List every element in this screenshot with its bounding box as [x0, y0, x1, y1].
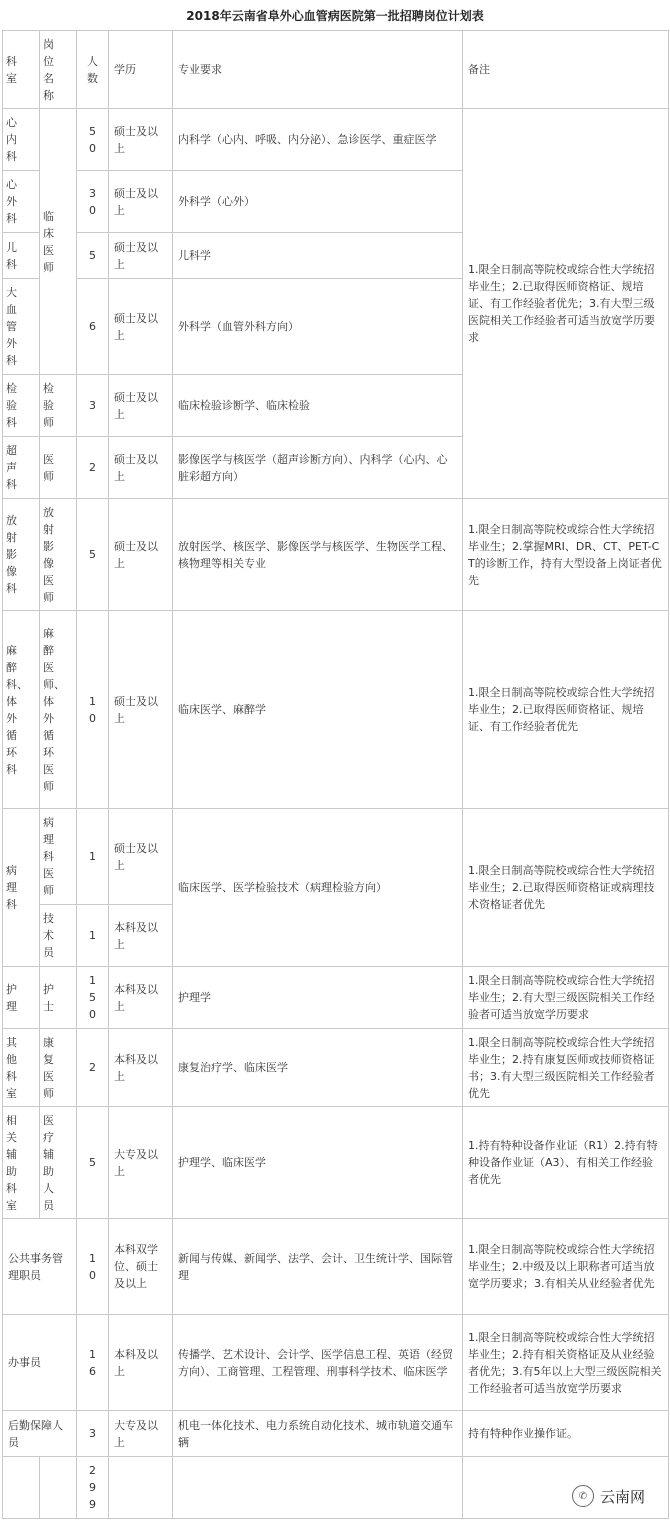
count-cell: 3 [89, 399, 96, 412]
count-cell: 5 [89, 548, 96, 561]
dept-cell: 儿科 [6, 240, 17, 271]
table-title: 2018年云南省阜外心血管病医院第一批招聘岗位计划表 [186, 8, 484, 23]
major-cell: 机电一体化技术、电力系统自动化技术、城市轨道交通车辆 [173, 1411, 463, 1457]
education-cell: 本科及以上 [109, 905, 173, 967]
total-row [3, 1457, 669, 1519]
header-remark: 备注 [463, 31, 669, 109]
education-cell: 硕士及以上 [109, 437, 173, 499]
header-position: 岗位名称 [40, 31, 77, 109]
major-cell: 影像医学与核医学（超声诊断方向）、内科学（心内、心脏彩超方向） [173, 437, 463, 499]
position-cell: 康复医师 [43, 1035, 54, 1100]
wechat-icon: ✆ [572, 1485, 594, 1507]
remark-cell: 1.限全日制高等院校或综合性大学统招毕业生；2.有大型三级医院相关工作经验者可适当放宽学历要求 [463, 967, 669, 1029]
header-row [3, 31, 669, 109]
major-cell: 外科学（心外） [173, 171, 463, 233]
watermark [572, 1482, 645, 1510]
recruitment-table [2, 30, 669, 1519]
count-cell: 1 [89, 850, 96, 863]
dept-cell: 相关辅助科室 [6, 1113, 17, 1212]
dept-cell: 其他科室 [6, 1035, 17, 1100]
remark-cell: 持有特种作业操作证。 [463, 1411, 669, 1457]
position-cell: 医疗辅助人员 [43, 1113, 54, 1212]
remark-cell: 1.限全日制高等院校或综合性大学统招毕业生；2.中级及以上职称者可适当放宽学历要求；3.有相关从业经验者优先 [463, 1219, 669, 1315]
education-cell: 硕士及以上 [109, 611, 173, 809]
major-cell: 康复治疗学、临床医学 [173, 1029, 463, 1107]
major-cell: 临床检验诊断学、临床检验 [173, 375, 463, 437]
remark-cell: 1.持有特种设备作业证（R1）2.持有特种设备作业证（A3）、有相关工作经验者优先 [463, 1107, 669, 1219]
education-cell: 本科及以上 [109, 1029, 173, 1107]
header-major: 专业要求 [173, 31, 463, 109]
dept-cell: 心外科 [6, 178, 17, 225]
dept-cell: 后勤保障人员 [3, 1411, 77, 1457]
count-cell: 5 [89, 249, 96, 262]
remark-cell: 1.限全日制高等院校或综合性大学统招毕业生；2.已取得医师资格证、规培证、有工作经验者优先 [463, 611, 669, 809]
watermark-text: 云南网 [600, 1487, 646, 1506]
education-cell: 硕士及以上 [109, 809, 173, 905]
table-row [3, 1411, 669, 1457]
major-cell: 儿科学 [173, 233, 463, 279]
education-cell: 本科及以上 [109, 1315, 173, 1411]
count-cell: 1 [89, 929, 96, 942]
table-row [3, 1219, 669, 1315]
table-row [3, 967, 669, 1029]
dept-cell: 检验科 [6, 382, 17, 429]
table-row [3, 809, 669, 905]
education-cell: 硕士及以上 [109, 279, 173, 375]
count-cell: 2 [89, 1061, 96, 1074]
dept-cell: 心内科 [6, 116, 17, 163]
dept-cell: 公共事务管理职员 [3, 1219, 77, 1315]
dept-cell: 护理 [6, 982, 17, 1013]
position-cell: 医师 [43, 452, 54, 483]
count-cell: 10 [89, 694, 96, 725]
remark-cell: 1.限全日制高等院校或综合性大学统招毕业生；2.已取得医师资格证或病理技术资格证者优先 [463, 809, 669, 967]
position-cell: 护士 [43, 982, 54, 1013]
total-count: 299 [89, 1464, 96, 1511]
header-education: 学历 [109, 31, 173, 109]
major-cell: 传播学、艺术设计、会计学、医学信息工程、英语（经贸方向）、工商管理、工程管理、刑事科学技术、临床医学 [173, 1315, 463, 1411]
education-cell: 硕士及以上 [109, 499, 173, 611]
remark-cell: 1.限全日制高等院校或综合性大学统招毕业生；2.掌握MRI、DR、CT、PET-CT的诊断工作，持有大型设备上岗证者优先 [463, 499, 669, 611]
position-cell: 放射影像医师 [43, 505, 54, 604]
dept-cell: 放射影像科 [6, 514, 17, 595]
education-cell: 硕士及以上 [109, 171, 173, 233]
education-cell: 大专及以上 [109, 1411, 173, 1457]
dept-cell: 大血管外科 [6, 286, 17, 367]
remark-cell: 1.限全日制高等院校或综合性大学统招毕业生；2.持有相关资格证及从业经验者优先；3.有5年以上大型三级医院相关工作经验者可适当放宽学历要求 [463, 1315, 669, 1411]
table-row [3, 109, 669, 171]
dept-cell: 超声科 [6, 444, 17, 491]
count-cell: 6 [89, 320, 96, 333]
table-row [3, 1107, 669, 1219]
table-row [3, 611, 669, 809]
count-cell: 150 [89, 974, 96, 1021]
major-cell: 放射医学、核医学、影像医学与核医学、生物医学工程、核物理等相关专业 [173, 499, 463, 611]
count-cell: 3 [89, 1427, 96, 1440]
major-cell: 新闻与传媒、新闻学、法学、会计、卫生统计学、国际管理 [173, 1219, 463, 1315]
header-dept: 科室 [3, 31, 40, 109]
dept-cell: 麻醉科、体外循环科 [6, 643, 28, 776]
major-cell: 外科学（血管外科方向） [173, 279, 463, 375]
major-cell: 护理学 [173, 967, 463, 1029]
count-cell: 16 [89, 1347, 96, 1378]
education-cell: 硕士及以上 [109, 109, 173, 171]
position-cell: 检验师 [43, 382, 54, 429]
position-cell: 病理科医师 [43, 816, 54, 897]
table-row [3, 499, 669, 611]
count-cell: 5 [89, 1156, 96, 1169]
table-row [3, 1315, 669, 1411]
education-cell: 本科及以上 [109, 967, 173, 1029]
major-cell: 临床医学、麻醉学 [173, 611, 463, 809]
education-cell: 硕士及以上 [109, 375, 173, 437]
education-cell: 硕士及以上 [109, 233, 173, 279]
major-cell: 护理学、临床医学 [173, 1107, 463, 1219]
major-cell: 临床医学、医学检验技术（病理检验方向） [173, 809, 463, 967]
count-cell: 50 [89, 124, 96, 155]
count-cell: 2 [89, 461, 96, 474]
position-cell: 临床医师 [43, 209, 54, 274]
remark-cell: 1.限全日制高等院校或综合性大学统招毕业生；2.持有康复医师或技师资格证书；3.有大型三级医院相关工作经验者优先 [463, 1029, 669, 1107]
header-count: 人数 [77, 31, 109, 109]
count-cell: 10 [89, 1251, 96, 1282]
dept-cell: 病理科 [6, 864, 17, 911]
major-cell: 内科学（心内、呼吸、内分泌）、急诊医学、重症医学 [173, 109, 463, 171]
education-cell: 本科双学位、硕士及以上 [109, 1219, 173, 1315]
dept-cell: 办事员 [3, 1315, 77, 1411]
education-cell: 大专及以上 [109, 1107, 173, 1219]
position-cell: 技术员 [43, 912, 54, 959]
count-cell: 30 [89, 186, 96, 217]
position-cell: 麻醉医师、体外循环医师 [43, 626, 65, 793]
remark-cell: 1.限全日制高等院校或综合性大学统招毕业生；2.已取得医师资格证、规培证、有工作经验者优先；3.有大型三级医院相关工作经验者可适当放宽学历要求 [463, 109, 669, 499]
table-row [3, 1029, 669, 1107]
